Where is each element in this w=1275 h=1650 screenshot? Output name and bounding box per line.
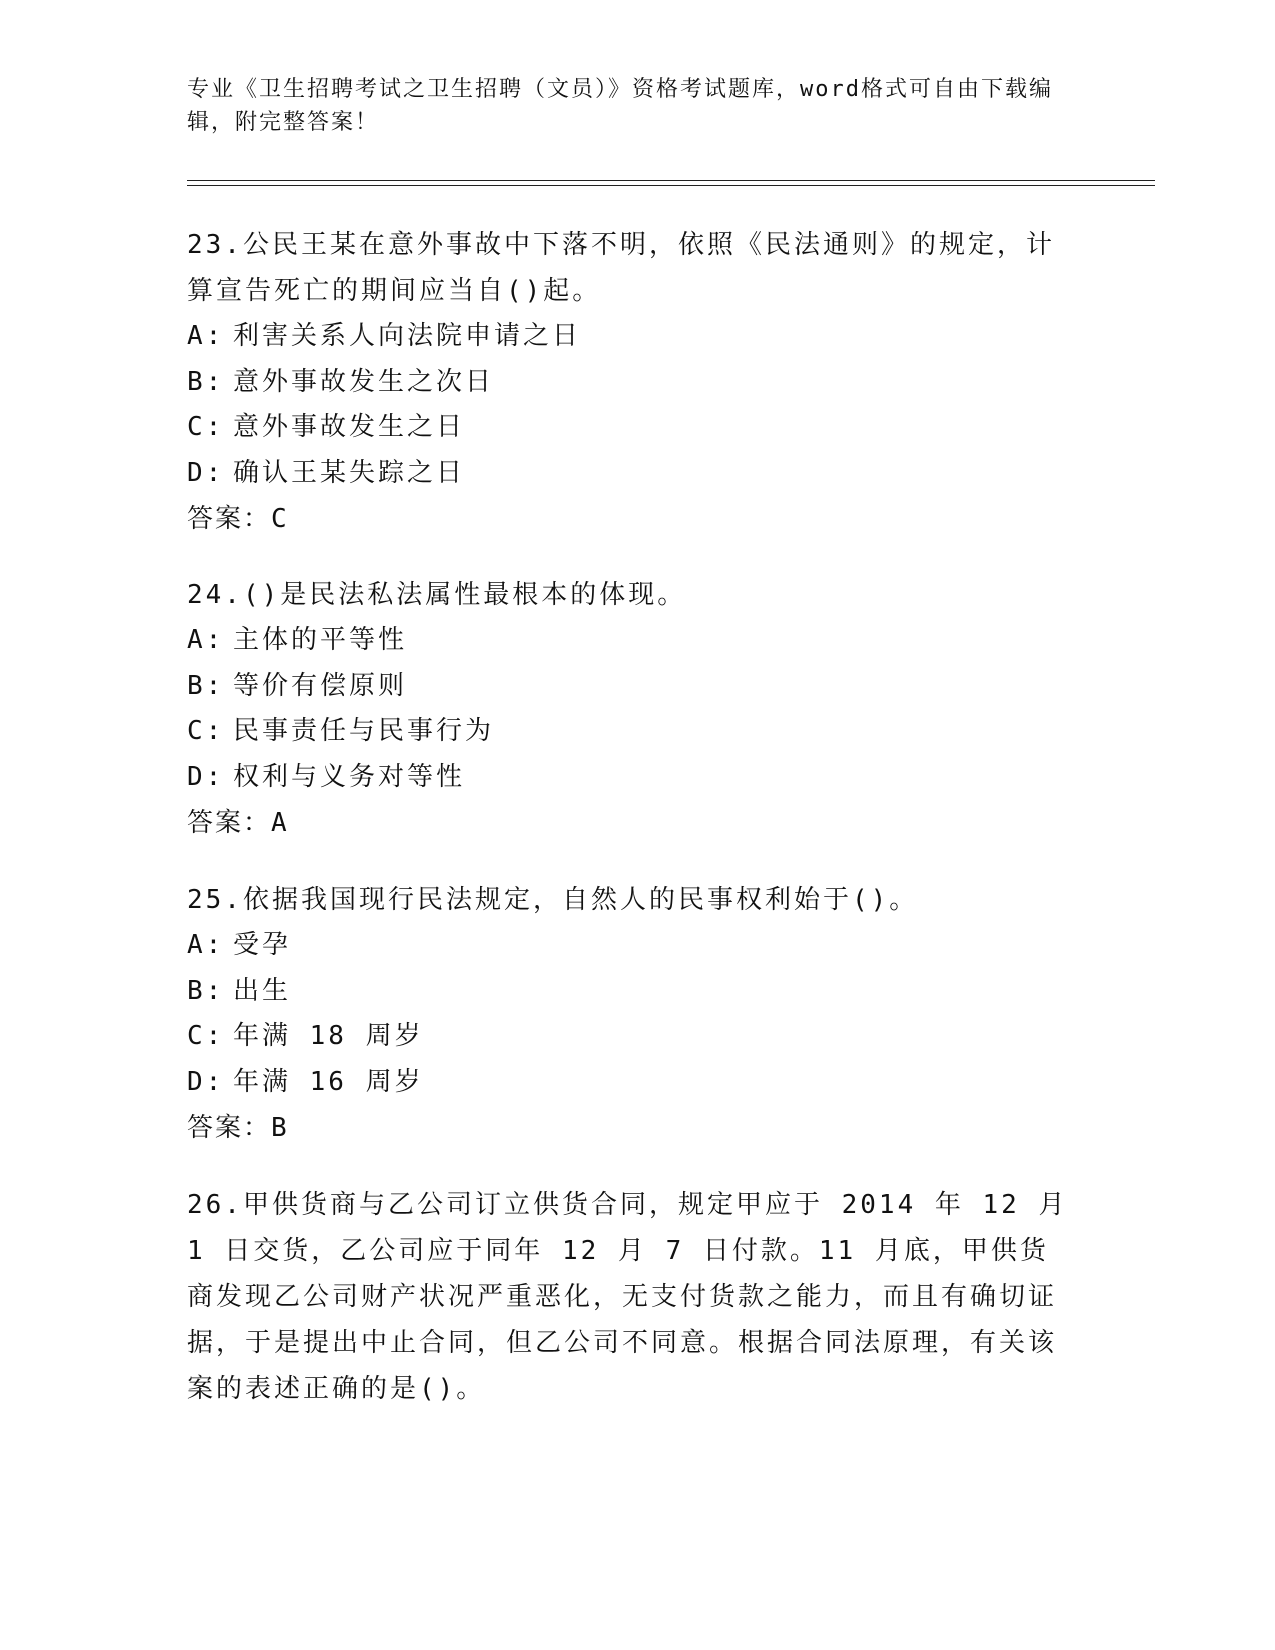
header-divider-line: [187, 180, 1155, 181]
option-b: [187, 969, 1077, 1015]
header-divider-line-secondary: [187, 185, 1155, 186]
option-a: [187, 618, 1077, 664]
option-key: C:: [187, 1021, 225, 1051]
question-26: [187, 1182, 1077, 1412]
option-d: [187, 1060, 1077, 1106]
answer-label: 答案：: [187, 504, 272, 534]
question-23: [187, 222, 1077, 542]
question-stem: 23.公民王某在意外事故中下落不明，依照《民法通则》的规定，计算宣告死亡的期间应当自()起。: [187, 230, 1055, 306]
option-key: D:: [187, 1066, 225, 1097]
option-key: C:: [187, 412, 225, 442]
option-text: 等价有偿原则: [233, 670, 408, 701]
question-stem: 25.依据我国现行民法规定，自然人的民事权利始于()。: [187, 885, 919, 915]
answer-label: 答案：: [187, 1113, 272, 1143]
option-text: 权利与义务对等性: [233, 761, 466, 792]
answer-value: B: [271, 1113, 287, 1143]
option-key: B:: [187, 975, 225, 1006]
option-text: 意外事故发生之次日: [233, 366, 495, 397]
option-text: 主体的平等性: [233, 625, 408, 655]
answer-value: A: [271, 808, 287, 838]
question-stem: 26.甲供货商与乙公司订立供货合同，规定甲应于 2014 年 12 月 1 日交货，乙公司应于同年 12 月 7 日付款。11 月底，甲供货商发现乙公司财产状况严重恶化，无支付货款之能力，而且有确切证据，于是提出中止合同，但乙公司不同意。根据合同法原理，有关该案的表述正确的是()。: [187, 1190, 1068, 1404]
answer-line: [187, 496, 1077, 542]
option-c: [187, 709, 1077, 755]
answer-line: [187, 800, 1077, 846]
option-text: 民事责任与民事行为: [233, 716, 495, 746]
option-key: A:: [187, 321, 225, 351]
answer-value: C: [271, 504, 287, 534]
answer-line: [187, 1105, 1077, 1151]
document-header-intro: 专业《卫生招聘考试之卫生招聘（文员）》资格考试题库，word格式可自由下载编辑，附完整答案！: [187, 77, 1053, 135]
option-text: 利害关系人向法院申请之日: [233, 321, 582, 351]
option-text: 出生: [233, 975, 292, 1006]
option-b: [187, 360, 1077, 406]
option-key: D:: [187, 761, 225, 792]
option-a: [187, 923, 1077, 969]
option-key: D:: [187, 457, 225, 488]
option-c: [187, 1014, 1077, 1060]
option-a: [187, 314, 1077, 360]
option-b: [187, 664, 1077, 710]
option-key: A:: [187, 625, 225, 655]
option-text: 年满 16 周岁: [233, 1066, 424, 1097]
option-text: 受孕: [233, 930, 292, 960]
option-key: C:: [187, 716, 225, 746]
answer-label: 答案：: [187, 808, 272, 838]
question-25: [187, 877, 1077, 1151]
option-d: [187, 451, 1077, 497]
question-stem: 24.()是民法私法属性最根本的体现。: [187, 580, 687, 610]
option-c: [187, 405, 1077, 451]
option-d: [187, 755, 1077, 801]
question-24: [187, 572, 1077, 846]
option-key: B:: [187, 670, 225, 701]
option-key: A:: [187, 930, 225, 960]
option-text: 意外事故发生之日: [233, 412, 466, 442]
option-key: B:: [187, 366, 225, 397]
option-text: 年满 18 周岁: [233, 1021, 424, 1051]
option-text: 确认王某失踪之日: [233, 457, 466, 488]
